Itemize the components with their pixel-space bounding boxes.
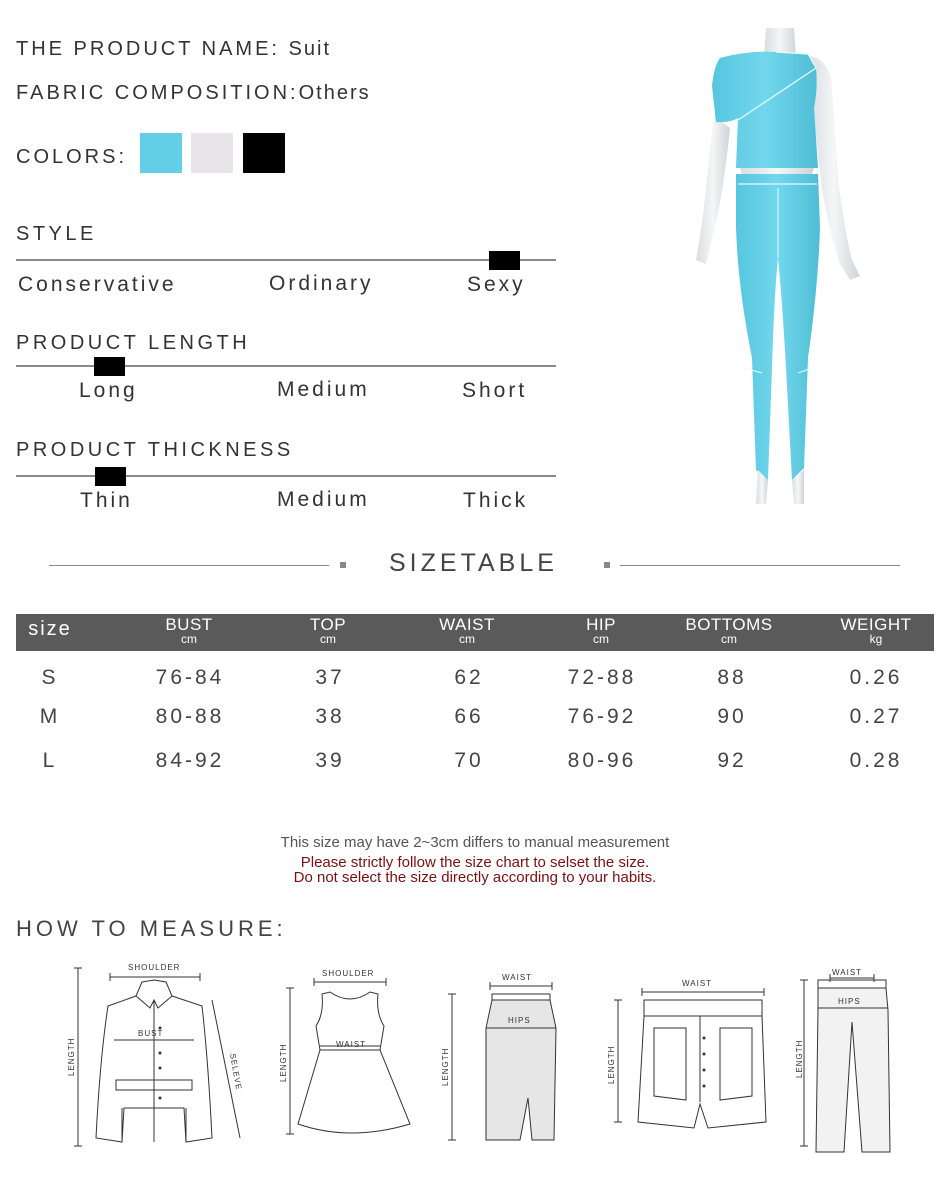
label-waist: WAIST: [832, 968, 863, 977]
thickness-option-thin: Thin: [80, 489, 133, 512]
colors-label: COLORS:: [16, 146, 128, 168]
style-title: STYLE: [16, 223, 97, 245]
length-marker: [94, 357, 125, 376]
sizetable-dot-left: [340, 562, 346, 568]
cell-waist: 62: [454, 666, 484, 689]
product-name-label: THE PRODUCT NAME:: [16, 38, 280, 60]
header-bust: BUST cm: [165, 615, 213, 646]
label-shoulder: SHOULDER: [128, 963, 181, 972]
header-hip: HIP cm: [586, 615, 616, 646]
header-top: TOP cm: [309, 615, 347, 646]
cell-bust: 84-92: [155, 749, 225, 772]
thickness-title: PRODUCT THICKNESS: [16, 439, 294, 461]
note-measurement-difference: This size may have 2~3cm differs to manual measurement: [280, 834, 670, 851]
dress-measure-diagram: [274, 964, 424, 1144]
cell-weight: 0.27: [849, 705, 903, 728]
header-waist: WAIST cm: [439, 615, 495, 646]
sizetable-divider-left: [49, 565, 329, 566]
cell-bust: 76-84: [155, 666, 225, 689]
style-option-ordinary: Ordinary: [269, 272, 374, 295]
note-do-not-select-by-habit: Do not select the size directly according to your habits.: [293, 869, 657, 886]
style-scale-line: [16, 259, 556, 261]
style-option-conservative: Conservative: [18, 273, 177, 296]
sizetable-title: SIZETABLE: [389, 549, 558, 577]
cell-size: L: [42, 749, 58, 772]
table-row: [0, 749, 950, 775]
cell-weight: 0.26: [849, 666, 903, 689]
jacket-measure-diagram: [62, 958, 250, 1158]
cell-bottoms: 92: [717, 749, 747, 772]
label-shoulder: SHOULDER: [322, 969, 375, 978]
product-name-value: Suit: [288, 38, 332, 60]
cell-bust: 80-88: [155, 705, 225, 728]
cell-waist: 70: [454, 749, 484, 772]
length-title: PRODUCT LENGTH: [16, 332, 251, 354]
cell-bottoms: 90: [717, 705, 747, 728]
thickness-marker: [95, 467, 126, 486]
label-waist: WAIST: [502, 973, 533, 982]
note-follow-size-chart: Please strictly follow the size chart to selset the size.: [300, 854, 650, 871]
thickness-option-thick: Thick: [463, 489, 529, 512]
cell-size: S: [41, 666, 59, 689]
fabric-label: FABRIC COMPOSITION:: [16, 82, 299, 104]
color-swatch-white[interactable]: [191, 133, 233, 173]
label-length: LENGTH: [607, 1045, 616, 1084]
cell-top: 38: [315, 705, 345, 728]
cell-size: M: [39, 705, 61, 728]
color-swatch-black[interactable]: [243, 133, 285, 173]
style-marker: [489, 251, 520, 270]
table-header: [16, 614, 934, 651]
pants-measure-diagram: [790, 966, 910, 1156]
label-hips: HIPS: [508, 1016, 531, 1025]
label-sleeve: SELEVE: [228, 1052, 244, 1091]
length-option-long: Long: [79, 379, 138, 402]
length-option-medium: Medium: [277, 378, 370, 401]
cell-hip: 76-92: [567, 705, 637, 728]
length-option-short: Short: [462, 379, 528, 402]
thickness-option-medium: Medium: [277, 488, 370, 511]
color-swatch-blue[interactable]: [140, 133, 182, 173]
fabric-row: [16, 82, 371, 105]
label-waist: WAIST: [336, 1040, 367, 1049]
header-bottoms: BOTTOMS cm: [685, 615, 773, 646]
product-name-row: [16, 38, 331, 61]
cell-top: 39: [315, 749, 345, 772]
label-length: LENGTH: [441, 1047, 450, 1086]
cell-top: 37: [315, 666, 345, 689]
skirt-measure-diagram: [436, 968, 586, 1148]
label-waist: WAIST: [682, 979, 713, 988]
fabric-value: Others: [298, 82, 371, 104]
sizetable-divider-right: [620, 565, 900, 566]
label-length: LENGTH: [795, 1039, 804, 1078]
cell-weight: 0.28: [849, 749, 903, 772]
table-row: [0, 666, 950, 692]
cell-hip: 72-88: [567, 666, 637, 689]
label-length: LENGTH: [67, 1037, 76, 1076]
header-size: size: [28, 618, 72, 640]
header-weight: WEIGHT kg: [840, 615, 912, 646]
table-row: [0, 705, 950, 731]
cell-hip: 80-96: [567, 749, 637, 772]
label-hips: HIPS: [838, 997, 861, 1006]
cell-waist: 66: [454, 705, 484, 728]
shorts-measure-diagram: [600, 972, 780, 1142]
style-option-sexy: Sexy: [467, 273, 526, 296]
cell-bottoms: 88: [717, 666, 747, 689]
sizetable-dot-right: [604, 562, 610, 568]
how-to-measure-title: HOW TO MEASURE:: [16, 916, 287, 941]
label-length: LENGTH: [279, 1043, 288, 1082]
label-bust: BUST: [138, 1029, 164, 1038]
product-photo: [680, 28, 880, 513]
